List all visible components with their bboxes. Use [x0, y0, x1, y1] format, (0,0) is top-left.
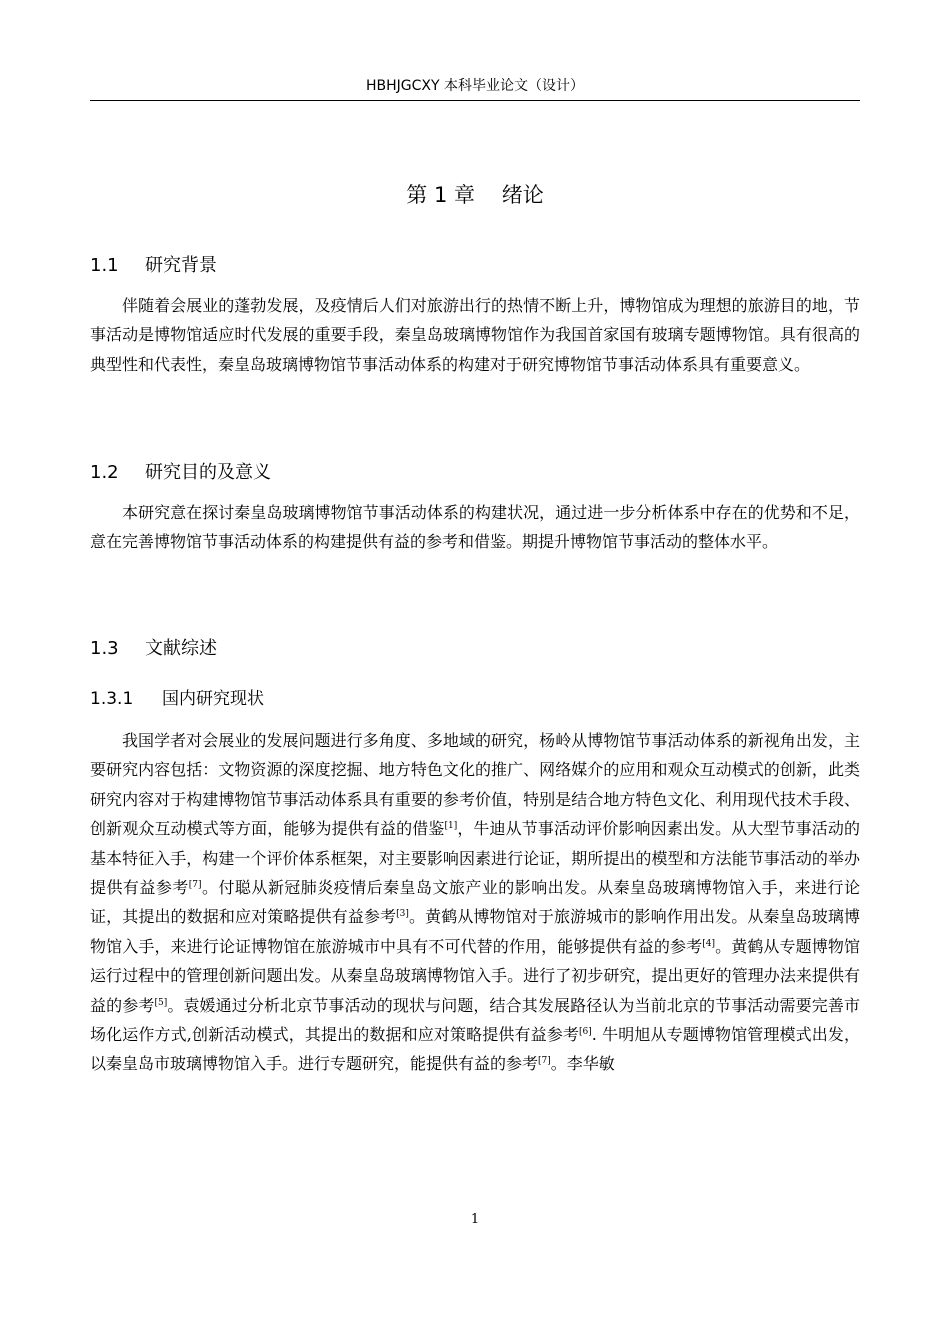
section-1-3-1-paragraph	[90, 726, 860, 1079]
section-1-3-1-heading	[90, 686, 264, 712]
section-1-1-heading	[90, 253, 217, 279]
section-title: 研究背景	[145, 255, 217, 276]
paragraph-text: 。付聪从新冠肺炎疫情后秦皇岛文旅产业的影响出发。从秦皇岛玻璃博物馆入手，来进行论证，其提出的数据和应对策略提供有益参考	[90, 878, 860, 927]
section-1-2-paragraph: 本研究意在探讨秦皇岛玻璃博物馆节事活动体系的构建状况，通过进一步分析体系中存在的优势和不足，意在完善博物馆节事活动体系的构建提供有益的参考和借鉴。期提升博物馆节事活动的整体水平。	[90, 503, 860, 552]
paragraph-text: . 牛明旭从专题博物馆管理模式出发，以秦皇岛市玻璃博物馆入手。进行专题研究，能提供有益的参考	[90, 1025, 860, 1074]
section-1-2-heading	[90, 460, 271, 486]
section-title: 研究目的及意义	[145, 462, 271, 483]
citation-ref: [7]	[188, 880, 202, 891]
citation-ref: [3]	[396, 909, 409, 920]
citation-ref: [7]	[538, 1056, 551, 1067]
paragraph-text: 。黄鹤从专题博物馆运行过程中的管理创新问题出发。从秦皇岛玻璃博物馆入手。进行了初步研究，提出更好的管理办法来提供有益的参考	[90, 936, 860, 1015]
paragraph-text: 。黄鹤从博物馆对于旅游城市的影响作用出发。从秦皇岛玻璃博物馆入手，来进行论证博物馆在旅游城市中具有不可代替的作用，能够提供有益的参考	[90, 907, 860, 956]
paragraph-text: 我国学者对会展业的发展问题进行多角度、多地域的研究，杨岭从博物馆节事活动体系的新视角出发，主要研究内容包括：文物资源的深度挖掘、地方特色文化的推广、网络媒介的应用和观众互动模式的创新，此类研究内容对于构建博物馆节事活动体系具有重要的参考价值，特别是结合地方特色文化、利用现代技术手段、创新观众互动模式等方面，能够为提供有益的借鉴	[90, 731, 860, 839]
paragraph-text: 。袁媛通过分析北京节事活动的现状与问题，结合其发展路径认为当前北京的节事活动需要完善市场化运作方式,创新活动模式，其提出的数据和应对策略提供有益参考	[90, 995, 860, 1045]
page-number: 1	[470, 1212, 480, 1227]
chapter-title: 第 1 章 绪论	[406, 183, 544, 207]
section-1-1-paragraph: 伴随着会展业的蓬勃发展，及疫情后人们对旅游出行的热情不断上升，博物馆成为理想的旅游目的地，节事活动是博物馆适应时代发展的重要手段，秦皇岛玻璃博物馆作为我国首家国有玻璃专题博物馆。具有很高的典型性和代表性，秦皇岛玻璃博物馆节事活动体系的构建对于研究博物馆节事活动体系具有重要意义。	[90, 296, 860, 374]
citation-ref: [6]	[579, 1027, 592, 1038]
page-header: HBHJGCXY 本科毕业论文（设计）	[90, 76, 860, 101]
paragraph-text: 。李华敏	[550, 1054, 615, 1074]
paragraph-text: ，牛迪从节事活动评价影响因素出发。从大型节事活动的基本特征入手，构建一个评价体系框架，对主要影响因素进行论证，期所提出的模型和方法能节事活动的举办提供有益参考	[90, 819, 860, 898]
section-number: 1.2	[90, 462, 119, 483]
section-number: 1.1	[90, 255, 119, 276]
section-1-3-heading	[90, 636, 217, 662]
citation-ref: [1]	[444, 821, 458, 832]
citation-ref: [4]	[702, 938, 715, 949]
section-title: 国内研究现状	[162, 689, 264, 709]
citation-ref: [5]	[154, 997, 168, 1008]
section-title: 文献综述	[145, 638, 217, 659]
section-number: 1.3.1	[90, 689, 134, 709]
section-number: 1.3	[90, 638, 119, 659]
